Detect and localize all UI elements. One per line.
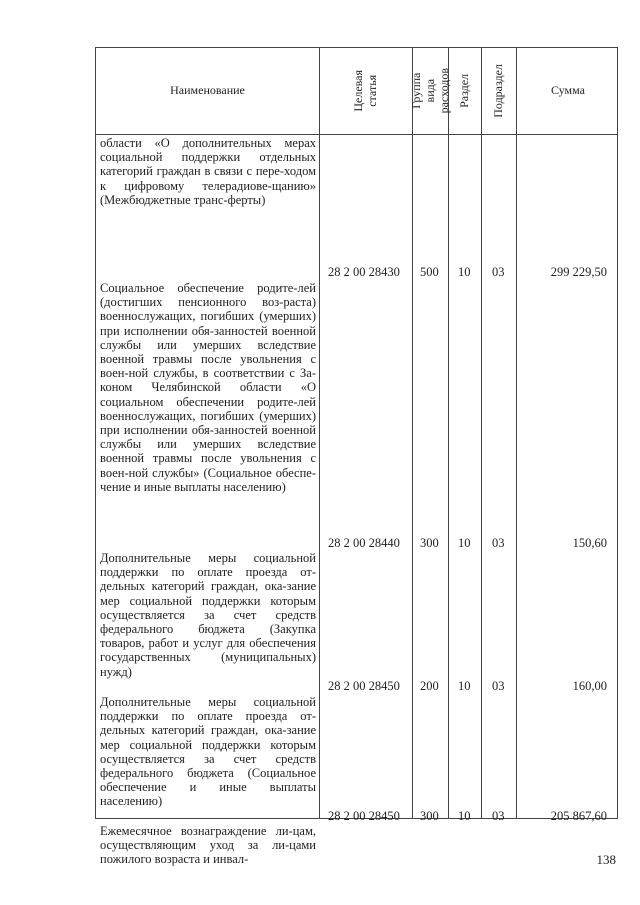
header-target [320,48,412,134]
row-name: области «О дополнительных мерах социальной поддержки отдельных категорий граждан в связи с пере-ходом к цифровому телерадиове-щанию» (Межбюджетные транс-ферты) [100,136,316,207]
row-target: 28 2 00 28440 [328,536,400,550]
row-section: 10 [458,809,471,823]
header-section [449,48,481,134]
row-group: 500 [420,265,439,279]
header-section-text: Раздел [457,74,472,108]
row-name: Ежемесячное вознаграждение ли-цам, осуществляющим уход за ли-цами пожилого возраста и инвал- [100,824,316,867]
row-target: 28 2 00 28450 [328,679,400,693]
row-group: 200 [420,679,439,693]
row-section: 10 [458,265,471,279]
row-sum: 205 867,60 [550,809,607,823]
header-name [96,48,319,134]
row-group: 300 [420,809,439,823]
header-sum-text: Сумма [551,83,585,98]
row-target: 28 2 00 28430 [328,265,400,279]
row-section: 10 [458,679,471,693]
row-target: 28 2 00 28450 [328,809,400,823]
row-name: Дополнительные меры социальной поддержки по оплате проезда от-дельных категорий граждан, ока-зание мер социальной поддержки которым осуществляется за счет средств федерального бюджета (Закупка товаров, работ и услуг для обеспечения государственных (муниципальных) нужд) [100,551,316,679]
row-name: Социальное обеспечение родите-лей (достигших пенсионного воз-раста) военнослужащих, погибших (умерших) при исполнении обя-занностей военной службы или умерших вследствие военной травмы после увольнения с воен-ной службы, в соответствии с За-коном Челябинской области «О социальном обеспечении родите-лей военнослужащих, погибших (умерших) при исполнении обя-занностей военной службы или умерших вследствие военной травмы после увольнения с воен-ной службы» (Социальное обеспе-чение и иные выплаты населению) [100,281,316,494]
row-subsection: 03 [492,679,505,693]
header-name-text: Наименование [170,83,245,98]
row-sum: 299 229,50 [550,265,607,279]
row-section: 10 [458,536,471,550]
row-subsection: 03 [492,809,505,823]
row-subsection: 03 [492,536,505,550]
row-sum: 150,60 [572,536,607,550]
header-group [408,48,451,134]
header-subsection [482,48,516,134]
header-subsection-text: Подраздел [491,64,506,118]
page-number: 138 [596,852,616,867]
row-subsection: 03 [492,265,505,279]
row-group: 300 [420,536,439,550]
header-target-text: Целевая статья [351,70,379,112]
row-sum: 160,00 [572,679,607,693]
header-sum [517,48,619,134]
row-name: Дополнительные меры социальной поддержки по оплате проезда от-дельных категорий граждан, ока-зание мер социальной поддержки которым осуществляется за счет средств федерального бюджета (Социальное обеспечение и иные выплаты населению) [100,695,316,809]
header-group-text: Группа вида расходов [408,68,451,114]
